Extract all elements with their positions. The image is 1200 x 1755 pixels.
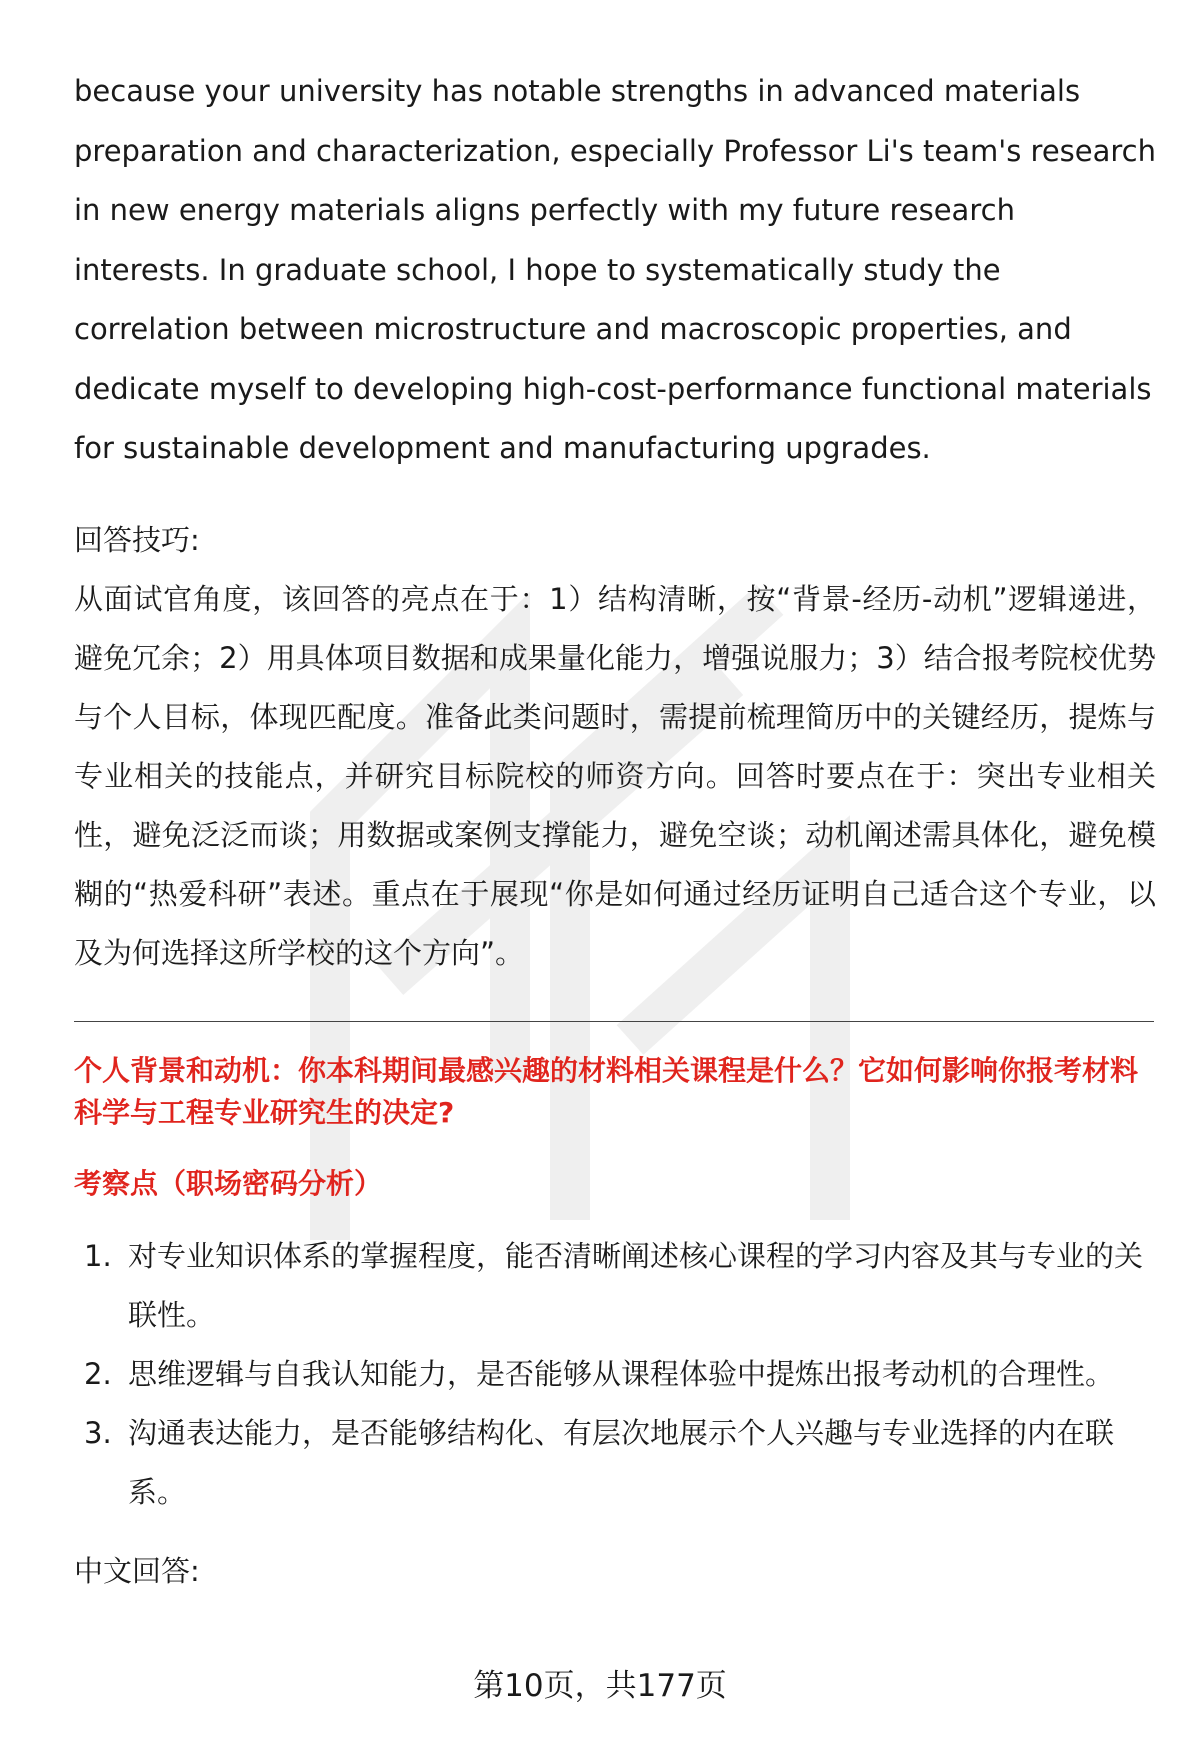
list-item xyxy=(74,1345,1156,1404)
list-item-number: 2. xyxy=(84,1356,112,1391)
document-page xyxy=(74,62,1156,1601)
section-divider xyxy=(74,1021,1154,1022)
list-item xyxy=(74,1227,1156,1345)
tips-label: 回答技巧: xyxy=(74,522,200,557)
page-number: 第10页，共177页 xyxy=(473,1668,727,1704)
answer-label: 中文回答: xyxy=(74,1553,200,1588)
list-item-text: 对专业知识体系的掌握程度，能否清晰阐述核心课程的学习内容及其与专业的关联性。 xyxy=(128,1238,1144,1332)
examine-list xyxy=(74,1227,1156,1522)
tips-paragraph: 从面试官角度，该回答的亮点在于：1）结构清晰，按“背景-经历-动机”逻辑递进，避免冗余；2）用具体项目数据和成果量化能力，增强说服力；3）结合报考院校优势与个人目标，体现匹配度。准备此类问题时，需提前梳理简历中的关键经历，提炼与专业相关的技能点，并研究目标院校的师资方向。回答时要点在于：突出专业相关性，避免泛泛而谈；用数据或案例支撑能力，避免空谈；动机阐述需具体化，避免模糊的“热爱科研”表述。重点在于展现“你是如何通过经历证明自己适合这个专业，以及为何选择这所学校的这个方向”。 xyxy=(74,581,1156,970)
list-item-text: 沟通表达能力，是否能够结构化、有层次地展示个人兴趣与专业选择的内在联系。 xyxy=(128,1415,1115,1509)
examine-title: 考察点（职场密码分析） xyxy=(74,1166,383,1200)
list-item xyxy=(74,1404,1156,1522)
list-item-number: 3. xyxy=(84,1415,112,1450)
list-item-number: 1. xyxy=(84,1238,112,1273)
question-heading: 个人背景和动机：你本科期间最感兴趣的材料相关课程是什么？它如何影响你报考材料科学与工程专业研究生的决定? xyxy=(74,1053,1139,1129)
list-item-text: 思维逻辑与自我认知能力，是否能够从课程体验中提炼出报考动机的合理性。 xyxy=(128,1356,1115,1391)
intro-paragraph: because your university has notable strengths in advanced materials preparation and characterization, especially Professor Li's team's research in new energy materials aligns perfectly with my future research interests. In graduate school, I hope to systematically study the correlation between microstructure and macroscopic properties, and dedicate myself to developing high-cost-performance functional materials for sustainable development and manufacturing upgrades. xyxy=(74,74,1156,465)
